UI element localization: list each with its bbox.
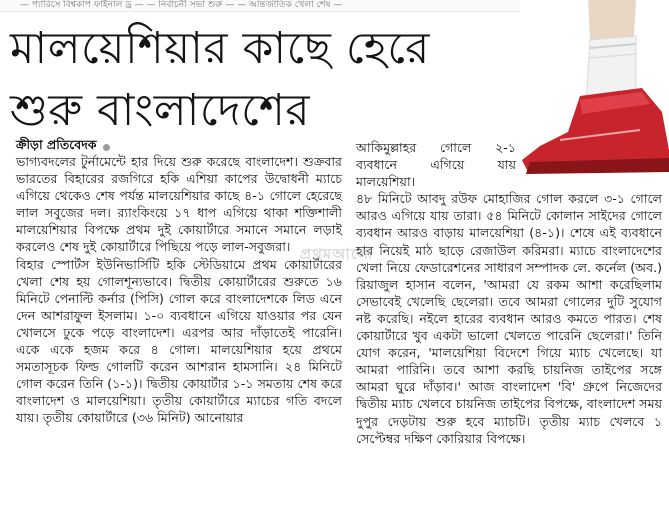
newspaper-watermark: প্রথমআলো — [300, 245, 374, 263]
article-column-1 — [16, 153, 342, 427]
previous-article-strip: — প্যারিসে বিশ্বকাপ ফাইনাল ড্র — — নির্বাচনী সভা শুরু — — আন্তর্জাতিক খেলা শেষ — — [0, 0, 669, 12]
headline-line-1: মালয়েশিয়ার কাছে হেরে — [10, 23, 430, 74]
headline-line-2: শুরু বাংলাদেশের — [10, 85, 311, 136]
paragraph: বিহার স্পোর্টস ইউনিভার্সিটি হকি স্টেডিয়ামে প্রথম কোয়ার্টারের খেলা শেষ হয় গোলশূন্যভাবে। দ্বিতীয় কোয়ার্টারের শুরুতে ১৬ মিনিটে পেনাল্টি কর্নার (পিসি) গোল করে বাংলাদেশকে লিড এনে দেন আশরাফুল ইসলাম। ১-০ ব্যবধানে এগিয়ে যাওয়ার পর যেন খোলসে ঢুকে পড়ে বাংলাদেশ। এরপর আর দাঁড়াতেই পারেনি। একে একে হজম করে ৪ গোল। মালয়েশিয়ার হয়ে প্রথমে সমতাসূচক ফিল্ড গোলটি করেন আশরান হামসানি। ২৪ মিনিটে গোল করেন তিনি (১-১)। দ্বিতীয় কোয়ার্টার ১-১ সমতায় শেষ করে বাংলাদেশ ও মালয়েশিয়া। তৃতীয় কোয়ার্টারে ম্যাচের গতি বদলে যায়। তৃতীয় কোয়ার্টারে (৩৬ মিনিট) আনোয়ার — [16, 256, 342, 426]
paragraph: ভাগ্যবদলের টুর্নামেন্টে হার দিয়ে শুরু করেছে বাংলাদেশ। শুক্রবার ভারতের বিহারের রজগিরে হকি এশিয়া কাপের উদ্বোধনী ম্যাচে এগিয়ে থেকেও শেষ পর্যন্ত মালয়েশিয়ার কাছে ৪-১ গোলে হেরেছে লাল সবুজের দল। র‍্যাংকিংয়ে ১৭ ধাপ এগিয়ে থাকা শক্তিশালী মালয়েশিয়ার বিপক্ষে প্রথম দুই কোয়ার্টারে সমানে সমানে লড়াই করলেও শেষ দুই কোয়ার্টারে পিছিয়ে পড়ে লাল-সবুজরা। — [16, 154, 342, 255]
byline-dot-icon — [103, 144, 110, 151]
headline — [10, 18, 550, 142]
paragraph: ৪৮ মিনিটে আবদু রউফ মোহাজির গোল করলে ৩-১ গোলে আরও এগিয়ে যায় তারা। ৫৪ মিনিটে কোলান সাইদের গোলে ব্যবধান আরও বাড়ায় মালয়েশিয়া (৪-১)। শেষে এই ব্যবধানে হার নিয়েই মাঠ ছাড়ে রেজাউল করিমরা। ম্যাচে বাংলাদেশের খেলা নিয়ে ফেডারেশনের সাধারণ সম্পাদক লে. কর্নেল (অব.) রিয়াজুল হাসান বলেন, 'আমরা যে রকম আশা করেছিলাম সেভাবেই খেলেছি ছেলেরা। তবে আমরা গোলের দুটি সুযোগ নষ্ট করেছি। নইলে হারের ব্যবধান আরও কমতে পারত। শেষ কোয়ার্টারে খুব একটা ভালো খেলতে পারেনি ছেলেরা।' তিনি যোগ করেন, 'মালয়েশিয়া বিদেশে গিয়ে ম্যাচ খেলেছে। যা আমরা পারিনি। তবে আশা করছি চায়নিজ তাইপের সঙ্গে আমরা ঘুরে দাঁড়াব।' আজ বাংলাদেশ 'বি' গ্রুপে নিজেদের দ্বিতীয় ম্যাচ খেলবে চায়নিজ তাইপের বিপক্ষে, বাংলাদেশ সময় দুপুর দেড়টায় শুরু হবে ম্যাচটি। তৃতীয় ম্যাচ খেলবে ১ সেপ্টেম্বর দক্ষিণ কোরিয়ার বিপক্ষে। — [356, 191, 662, 446]
paragraph-continuation: আকিমুল্লাহর গোলে ২-১ ব্যবধানে এগিয়ে যায় মালয়েশিয়া। — [356, 140, 516, 190]
byline-author: ক্রীড়া প্রতিবেদক — [16, 137, 97, 152]
article-column-2 — [356, 139, 662, 447]
